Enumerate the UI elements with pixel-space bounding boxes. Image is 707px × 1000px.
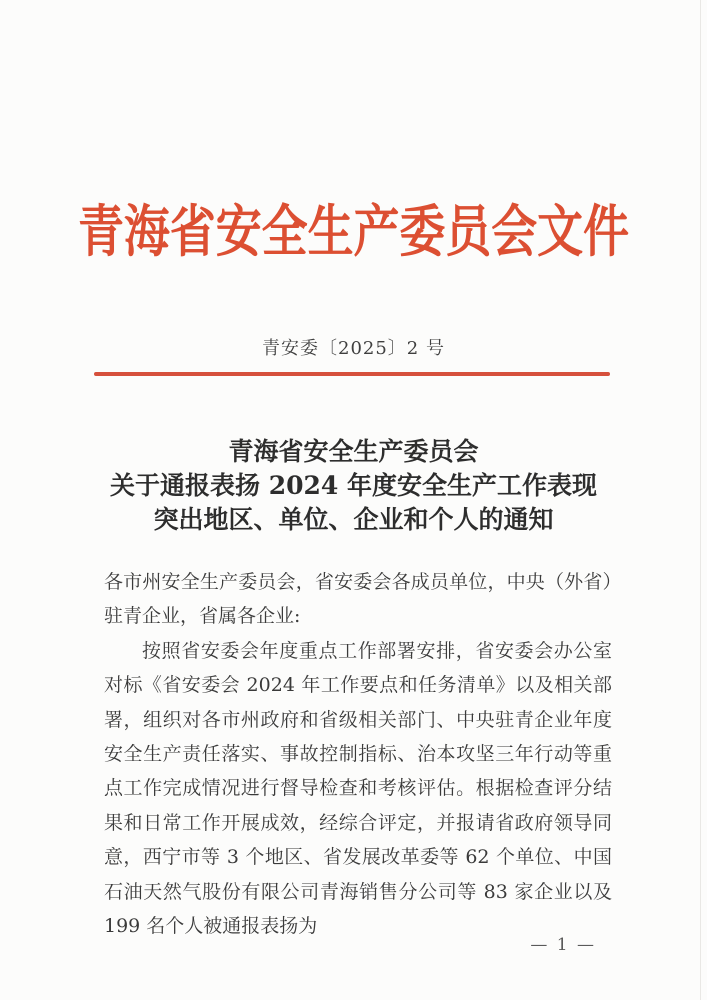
red-divider-rule — [94, 372, 610, 376]
document-title — [0, 435, 707, 537]
body-paragraph: 按照省安委会年度重点工作部署安排，省安委会办公室对标《省安委会 2024 年工作要点和任务清单》以及相关部署，组织对各市州政府和省级相关部门、中央驻青企业年度安全生产责任落实、事故控制指标、治本攻坚三年行动等重点工作完成情况进行督导检查和考核评估。根据检查评分结果和日常工作开展成效，经综合评定，并报请省政府领导同意，西宁市等 3 个地区、省发展改革委等 62 个单位、中国石油天然气股份有限公司青海销售分公司等 83 家企业以及 199 名个人被通报表扬为 — [104, 639, 612, 938]
document-body — [104, 565, 612, 943]
salutation-paragraph: 各市州安全生产委员会，省安委会各成员单位，中央（外省）驻青企业，省属各企业: — [104, 571, 612, 628]
document-title-line-3: 突出地区、单位、企业和个人的通知 — [153, 505, 554, 534]
page-number: — 1 — — [530, 935, 596, 955]
doc-reference-number: 青安委〔2025〕2 号 — [262, 338, 445, 359]
document-title-line-2: 关于通报表扬 2024 年度安全生产工作表现 — [110, 471, 597, 500]
document-title-line-1: 青海省安全生产委员会 — [228, 437, 479, 466]
letterhead-title: 青海省安全生产委员会文件 — [77, 199, 630, 265]
